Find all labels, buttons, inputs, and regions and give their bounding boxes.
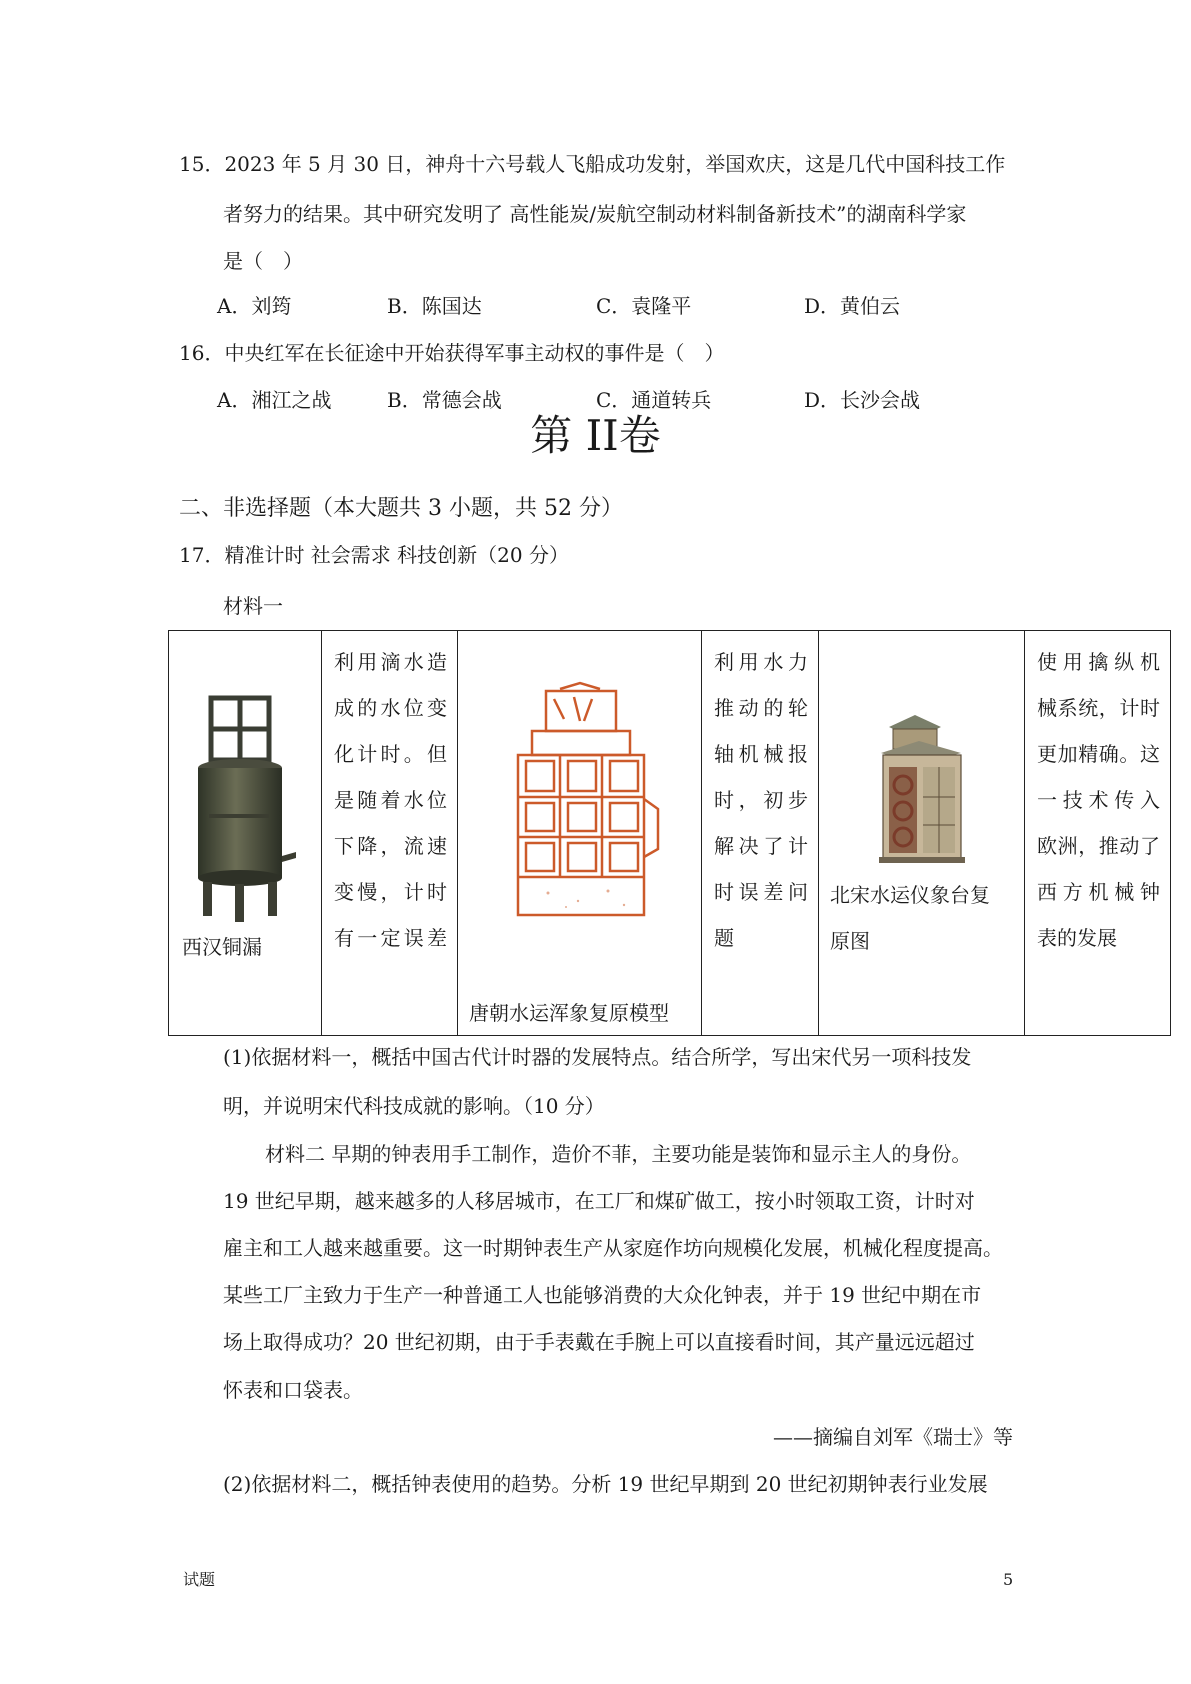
text-line: 成的水位变 [334, 696, 447, 720]
material2-line4: 某些工厂主致力于生产一种普通工人也能够消费的大众化钟表，并于 19 世纪中期在市 [223, 1283, 982, 1307]
text-waterpower [702, 631, 818, 961]
text-line: 题 [714, 926, 734, 950]
q15-option-b: B．陈国达 [387, 294, 482, 318]
q15-option-d: D．黄伯云 [804, 294, 901, 318]
q16-option-c: C．通道转兵 [596, 388, 712, 412]
text-line: 使用擒纵机 [1037, 650, 1160, 674]
text-line: 时误差问 [714, 880, 808, 904]
text-line: 推动的轮 [714, 696, 808, 720]
q16-option-b: B．常德会战 [387, 388, 502, 412]
text-line: 西方机械钟 [1037, 880, 1160, 904]
cell-song [819, 631, 1025, 1036]
material1-table [168, 630, 1171, 1036]
q17-sub1-line1: (1)依据材料一，概括中国古代计时器的发展特点。结合所学，写出宋代另一项科技发 [223, 1045, 972, 1069]
material2-source: ——摘编自刘军《瑞士》等 [773, 1425, 1013, 1449]
material2-line3: 雇主和工人越来越重要。这一时期钟表生产从家庭作坊向规模化发展，机械化程度提高。 [223, 1236, 1003, 1260]
cell-waterpower [702, 631, 819, 1036]
text-line: 表的发展 [1037, 926, 1117, 950]
caption-tang: 唐朝水运浑象复原模型 [469, 1001, 669, 1025]
material2-line2: 19 世纪早期，越来越多的人移居城市，在工厂和煤矿做工，按小时领取工资，计时对 [223, 1189, 975, 1213]
caption-song-2: 原图 [830, 929, 870, 953]
cell-xihan [169, 631, 322, 1036]
text-line: 时，初步 [714, 788, 808, 812]
text-line: 解决了计 [714, 834, 808, 858]
text-escapement [1025, 631, 1170, 961]
q16-option-a: A．湘江之战 [217, 388, 332, 412]
material2-line1: 材料二 早期的钟表用手工制作，造价不菲，主要功能是装饰和显示主人的身份。 [265, 1142, 972, 1166]
material2-line6: 怀表和口袋表。 [223, 1378, 363, 1402]
q15-line3: 是（ ） [223, 249, 303, 273]
text-line: 利用滴水造 [334, 650, 447, 674]
footer-label: 试题 [183, 1570, 216, 1589]
text-line: 化计时。但 [334, 742, 447, 766]
text-line: 变慢，计时 [334, 880, 447, 904]
text-line: 有一定误差 [334, 926, 447, 950]
text-line: 利用水力 [714, 650, 808, 674]
caption-song-1: 北宋水运仪象台复 [830, 883, 990, 907]
text-line: 轴机械报 [714, 742, 808, 766]
cell-escapement [1025, 631, 1171, 1036]
section2-heading: 二、非选择题（本大题共 3 小题，共 52 分） [179, 496, 623, 521]
text-line: 更加精确。这 [1037, 742, 1160, 766]
text-line: 一技术传入 [1037, 788, 1160, 812]
q16-line1: 16．中央红军在长征途中开始获得军事主动权的事件是（ ） [179, 341, 725, 365]
text-line: 下降，流速 [334, 834, 447, 858]
text-line: 欧洲，推动了 [1037, 834, 1160, 858]
q17-heading: 17．精准计时 社会需求 科技创新（20 分） [179, 543, 569, 567]
q16-option-d: D．长沙会战 [804, 388, 921, 412]
material1-label: 材料一 [223, 594, 283, 618]
material2-line5: 场上取得成功？20 世纪初期，由于手表戴在手腕上可以直接看时间，其产量远远超过 [223, 1330, 975, 1354]
q17-sub1-line2: 明，并说明宋代科技成就的影响。（10 分） [223, 1094, 605, 1118]
cell-dripwater [322, 631, 458, 1036]
text-line: 是随着水位 [334, 788, 447, 812]
cell-tang [458, 631, 702, 1036]
text-dripwater [322, 631, 457, 961]
caption-xihan: 西汉铜漏 [182, 935, 262, 959]
q15-line1: 15．2023 年 5 月 30 日，神舟十六号载人飞船成功发射，举国欢庆，这是几代中国科技工作 [179, 152, 1006, 176]
song-clock-tower-image [819, 711, 1024, 871]
text-line: 械系统，计时 [1037, 696, 1160, 720]
q15-option-c: C．袁隆平 [596, 294, 692, 318]
q15-line2: 者努力的结果。其中研究发明了 高性能炭/炭航空制动材料制备新技术”的湖南科学家 [223, 202, 967, 226]
volume-title: 第 II卷 [530, 411, 661, 460]
q15-option-a: A．刘筠 [217, 294, 292, 318]
tang-armillary-model-image [458, 679, 701, 959]
q17-sub2-line1: (2)依据材料二，概括钟表使用的趋势。分析 19 世纪早期到 20 世纪初期钟表行业发展 [223, 1472, 988, 1496]
page-number: 5 [1003, 1570, 1014, 1589]
